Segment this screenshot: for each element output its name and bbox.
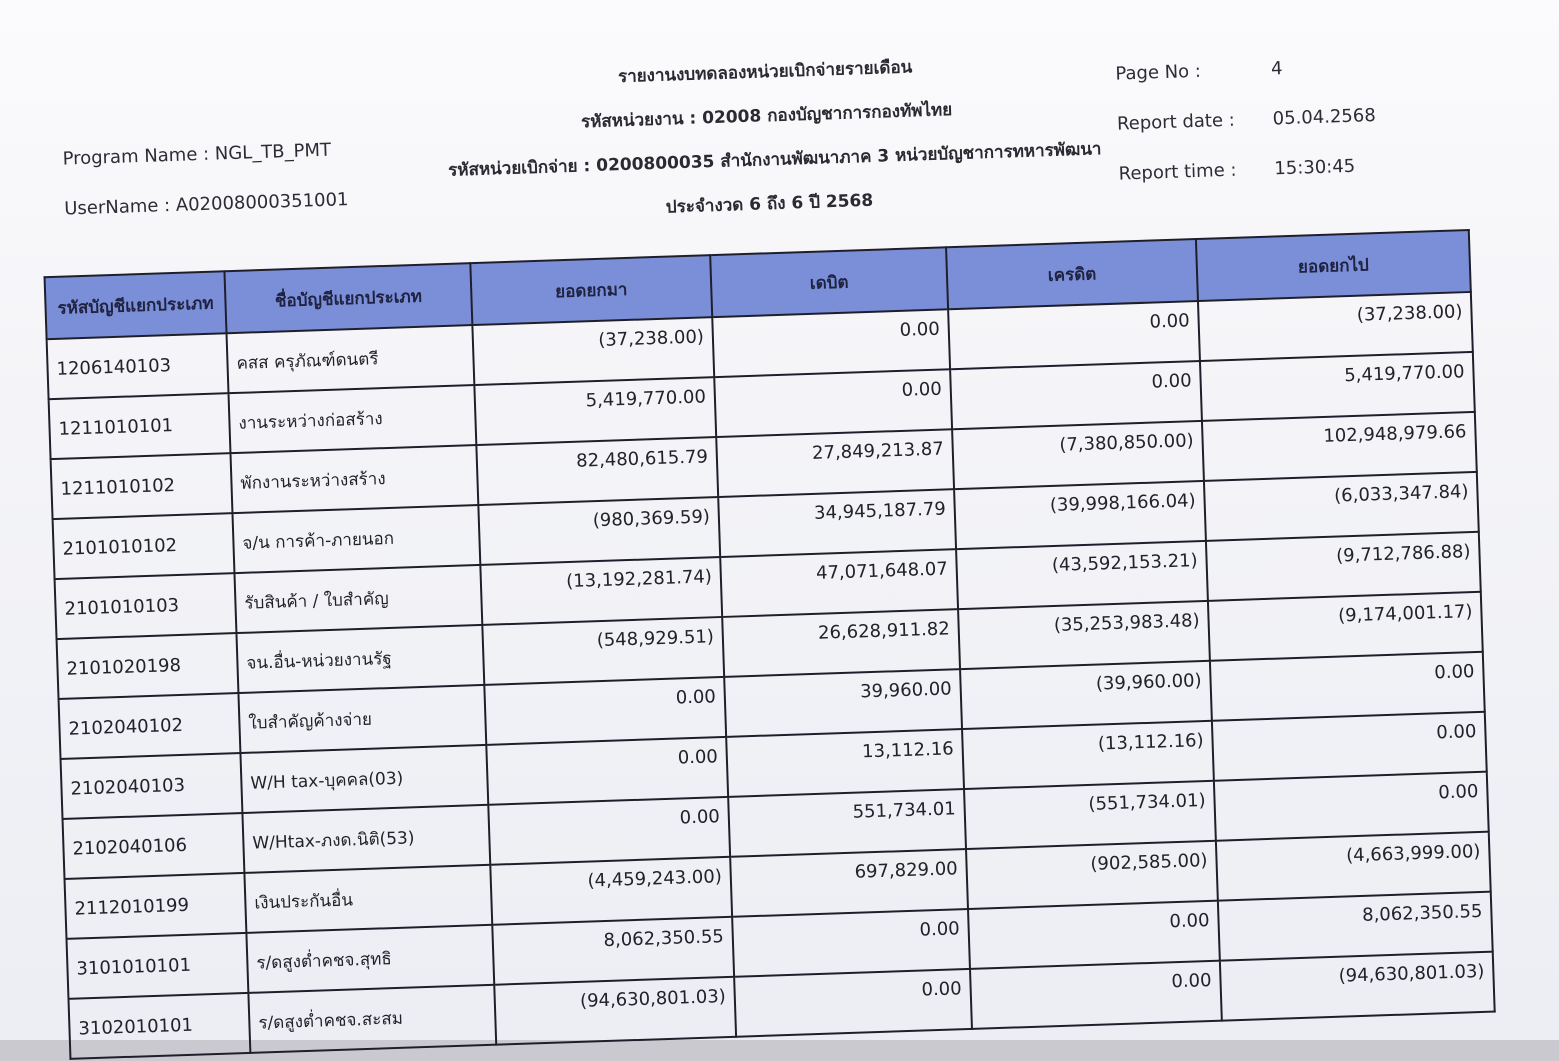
column-header-account-code: รหัสบัญชีแยกประเภท bbox=[45, 271, 227, 339]
credit-cell: (35,253,983.48) bbox=[958, 601, 1210, 669]
closing-balance-cell: 102,948,979.66 bbox=[1202, 412, 1477, 481]
page-number bbox=[1115, 58, 1283, 85]
account-name-cell: ร/ดสูงต่ำคชจ.สุทธิ bbox=[246, 925, 494, 993]
debit-cell: 47,071,648.07 bbox=[720, 549, 958, 617]
account-code-cell: 3102010101 bbox=[68, 993, 250, 1059]
debit-cell: 26,628,911.82 bbox=[722, 609, 960, 677]
report-time-label: Report time : bbox=[1118, 159, 1237, 185]
credit-cell: (43,592,153.21) bbox=[956, 541, 1208, 609]
credit-cell: (551,734.01) bbox=[964, 781, 1216, 849]
account-name-cell: รับสินค้า / ใบสำคัญ bbox=[234, 565, 482, 633]
column-header-debit: เดบิต bbox=[710, 247, 948, 317]
debit-cell: 697,829.00 bbox=[730, 849, 968, 917]
account-name-cell: ร/ดสูงต่ำคชจ.สะสม bbox=[248, 985, 496, 1053]
report-content bbox=[14, 0, 1546, 1045]
report-time-value: 15:30:45 bbox=[1274, 155, 1356, 180]
user-name bbox=[64, 189, 349, 219]
opening-balance-cell: 5,419,770.00 bbox=[474, 377, 716, 445]
column-header-opening-balance: ยอดยกมา bbox=[470, 255, 712, 325]
user-name-text: UserName : A02008000351001 bbox=[63, 189, 349, 220]
credit-cell: 0.00 bbox=[948, 301, 1200, 369]
credit-cell: (902,585.00) bbox=[966, 841, 1218, 909]
debit-cell: 27,849,213.87 bbox=[716, 429, 954, 497]
debit-cell: 39,960.00 bbox=[724, 669, 962, 737]
account-name-cell: จ/น การค้า-ภายนอก bbox=[232, 505, 480, 573]
account-code-cell: 1206140103 bbox=[47, 333, 229, 399]
credit-cell: 0.00 bbox=[968, 901, 1220, 969]
debit-cell: 0.00 bbox=[732, 909, 970, 977]
report-date bbox=[1117, 105, 1376, 135]
opening-balance-cell: (37,238.00) bbox=[472, 317, 714, 385]
period-line: ประจำงวด 6 ถึง 6 ปี 2568 bbox=[665, 190, 874, 218]
account-name-cell: W/Htax-ภงด.นิติ(53) bbox=[242, 805, 490, 873]
unit-line: รหัสหน่วยงาน : 02008 กองบัญชาการกองทัพไทย bbox=[580, 100, 953, 133]
debit-cell: 551,734.01 bbox=[728, 789, 966, 857]
credit-cell: 0.00 bbox=[970, 961, 1222, 1029]
account-code-cell: 2101010103 bbox=[55, 573, 237, 639]
program-name bbox=[62, 140, 331, 170]
opening-balance-cell: (94,630,801.03) bbox=[494, 977, 736, 1045]
credit-cell: (13,112.16) bbox=[962, 721, 1214, 789]
opening-balance-cell: (548,929.51) bbox=[482, 617, 724, 685]
closing-balance-cell: 0.00 bbox=[1212, 712, 1487, 781]
column-header-account-name: ชื่อบัญชีแยกประเภท bbox=[224, 263, 472, 333]
credit-cell: (39,960.00) bbox=[960, 661, 1212, 729]
column-header-closing-balance: ยอดยกไป bbox=[1196, 230, 1471, 301]
account-code-cell: 2102040102 bbox=[59, 693, 241, 759]
account-code-cell: 1211010101 bbox=[49, 393, 231, 459]
disbursing-unit-line: รหัสหน่วยเบิกจ่าย : 0200800035 สำนักงานพัฒนาภาค 3 หน่วยบัญชาการทหารพัฒนา bbox=[447, 139, 1102, 181]
closing-balance-cell: 0.00 bbox=[1210, 652, 1485, 721]
program-name-text: Program Name : NGL_TB_PMT bbox=[62, 139, 332, 170]
debit-cell: 0.00 bbox=[712, 309, 950, 377]
closing-balance-cell: (9,712,786.88) bbox=[1206, 532, 1481, 601]
column-header-credit: เครดิต bbox=[946, 239, 1198, 309]
page-number-label: Page No : bbox=[1115, 60, 1202, 85]
report-time bbox=[1118, 156, 1355, 185]
opening-balance-cell: (980,369.59) bbox=[478, 497, 720, 565]
credit-cell: (39,998,166.04) bbox=[954, 481, 1206, 549]
credit-cell: (7,380,850.00) bbox=[952, 421, 1204, 489]
credit-cell: 0.00 bbox=[950, 361, 1202, 429]
closing-balance-cell: 5,419,770.00 bbox=[1200, 352, 1475, 421]
closing-balance-cell: (6,033,347.84) bbox=[1204, 472, 1479, 541]
report-title-block bbox=[445, 40, 1102, 237]
report-title: รายงานงบทดลองหน่วยเบิกจ่ายรายเดือน bbox=[617, 57, 913, 88]
debit-cell: 13,112.16 bbox=[726, 729, 964, 797]
report-date-label: Report date : bbox=[1116, 109, 1236, 135]
account-code-cell: 3101010101 bbox=[66, 933, 248, 999]
report-date-value: 05.04.2568 bbox=[1272, 105, 1377, 130]
account-code-cell: 2102040106 bbox=[63, 813, 245, 879]
account-code-cell: 2112010199 bbox=[65, 873, 247, 939]
account-name-cell: พักงานระหว่างสร้าง bbox=[230, 445, 478, 513]
account-name-cell: จน.อื่น-หน่วยงานรัฐ bbox=[236, 625, 484, 693]
account-name-cell: งานระหว่างก่อสร้าง bbox=[228, 385, 476, 453]
opening-balance-cell: 82,480,615.79 bbox=[476, 437, 718, 505]
account-code-cell: 2101010102 bbox=[53, 513, 235, 579]
debit-cell: 0.00 bbox=[734, 969, 972, 1037]
closing-balance-cell: (37,238.00) bbox=[1198, 292, 1473, 361]
opening-balance-cell: (4,459,243.00) bbox=[490, 857, 732, 925]
closing-balance-cell: (9,174,001.17) bbox=[1208, 592, 1483, 661]
opening-balance-cell: 0.00 bbox=[488, 797, 730, 865]
account-name-cell: คสส ครุภัณฑ์ดนตรี bbox=[227, 325, 475, 393]
account-code-cell: 2102040103 bbox=[61, 753, 243, 819]
page-number-value: 4 bbox=[1270, 58, 1283, 80]
closing-balance-cell: 8,062,350.55 bbox=[1218, 892, 1493, 961]
account-code-cell: 2101020198 bbox=[57, 633, 239, 699]
opening-balance-cell: (13,192,281.74) bbox=[480, 557, 722, 625]
account-name-cell: เงินประกันอื่น bbox=[244, 865, 492, 933]
debit-cell: 34,945,187.79 bbox=[718, 489, 956, 557]
account-name-cell: ใบสำคัญค้างจ่าย bbox=[238, 685, 486, 753]
opening-balance-cell: 0.00 bbox=[484, 677, 726, 745]
debit-cell: 0.00 bbox=[714, 369, 952, 437]
opening-balance-cell: 0.00 bbox=[486, 737, 728, 805]
trial-balance-table bbox=[44, 229, 1496, 1060]
closing-balance-cell: (4,663,999.00) bbox=[1216, 832, 1491, 901]
closing-balance-cell: (94,630,801.03) bbox=[1220, 952, 1495, 1021]
account-name-cell: W/H tax-บุคคล(03) bbox=[240, 745, 488, 813]
account-code-cell: 1211010102 bbox=[51, 453, 233, 519]
closing-balance-cell: 0.00 bbox=[1214, 772, 1489, 841]
opening-balance-cell: 8,062,350.55 bbox=[492, 917, 734, 985]
